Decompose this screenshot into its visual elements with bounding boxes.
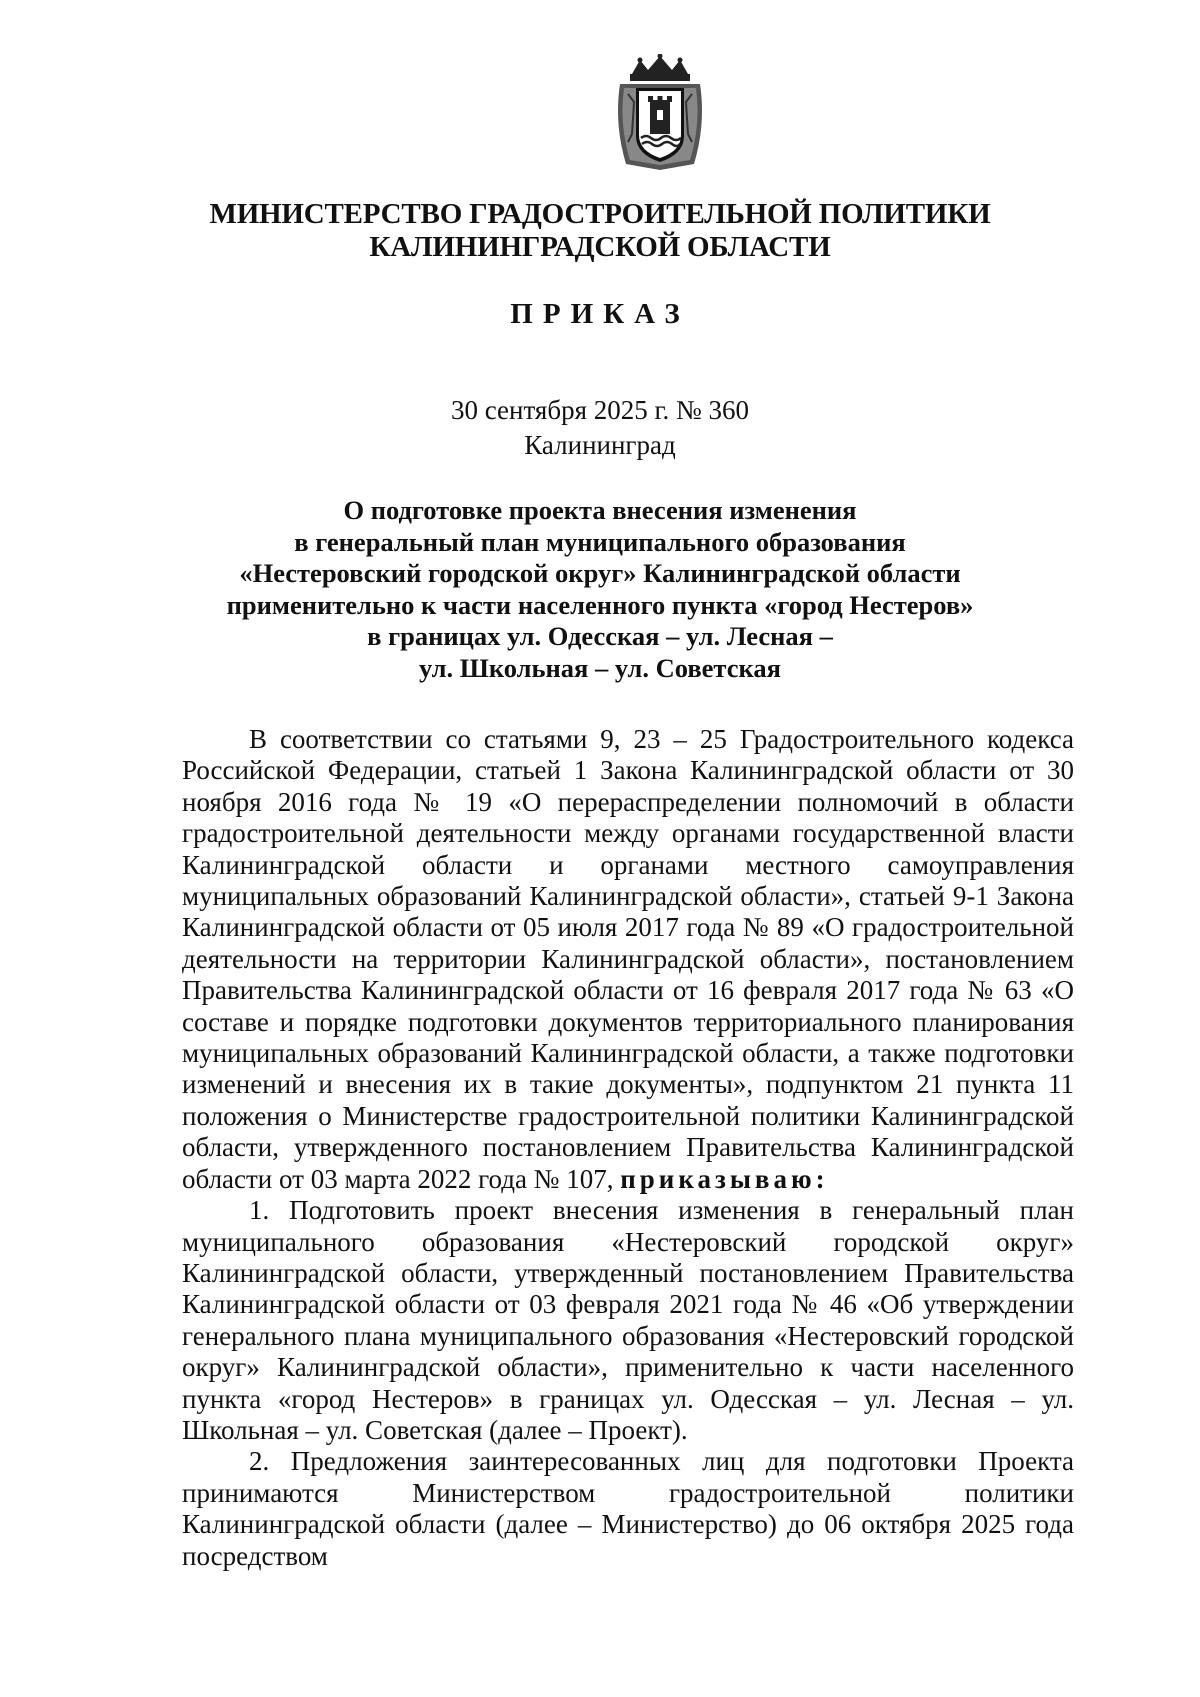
preamble-text: В соответствии со статьями 9, 23 – 25 Градостроительного кодекса Российской Федерации, статьей 1 Закона Калининградской области от 30 ноября 2016 года № 19 «О перераспределении полномочий в области градостроительной деятельности между органами государственной власти Калининградской области и органами местного самоуправления муниципальных образований Калининградской области», статьей 9-1 Закона Калининградской области от 05 июля 2017 года № 89 «О градостроительной деятельности на территории Калининградской области», постановлением Правительства Калининградской области от 16 февраля 2017 года № 63 «О составе и порядке подготовки документов территориального планирования муниципальных образований Калининградской области, а также подготовки изменений и внесения их в такие документы», подпунктом 21 пункта 11 положения о Министерстве градостроительной политики Калининградской области, утвержденного постановлением Правительства Калининградской области от 03 марта 2022 года № 107, [182, 724, 1074, 1194]
order-city: Калининград [524, 430, 676, 460]
subject-line: в границах ул. Одесская – ул. Лесная – [367, 621, 833, 651]
coat-of-arms-icon [610, 54, 710, 172]
ministry-title [0, 198, 1200, 264]
subject-line: применительно к части населенного пункта «город Нестеров» [226, 589, 974, 620]
subject-line: О подготовке проекта внесения изменения [343, 495, 857, 525]
subject-line: в генеральный план муниципального образования [294, 526, 906, 557]
ministry-title-line1: МИНИСТЕРСТВО ГРАДОСТРОИТЕЛЬНОЙ ПОЛИТИКИ [209, 198, 991, 230]
preamble-paragraph [182, 724, 1074, 1195]
order-body [182, 724, 1074, 1572]
ministry-title-line2: КАЛИНИНГРАДСКОЙ ОБЛАСТИ [369, 231, 831, 263]
subject-line: «Нестеровский городской округ» Калининградской области [239, 558, 961, 588]
subject-line: ул. Школьная – ул. Советская [419, 652, 781, 683]
order-date-number: 30 сентября 2025 г. № 360 [450, 395, 750, 425]
order-subject [140, 495, 1060, 684]
order-item-2: 2. Предложения заинтересованных лиц для подготовки Проекта принимаются Министерством градостроительной политики Калининградской области (далее – Министерство) до 06 октября 2025 года посредством [182, 1446, 1074, 1571]
decree-word: приказываю: [620, 1163, 829, 1194]
order-heading: ПРИКАЗ [510, 298, 690, 330]
order-item-1: 1. Подготовить проект внесения изменения в генеральный план муниципального образования «Нестеровский городской округ» Калининградской области, утвержденный постановлением Правительства Калининградской области от 03 февраля 2021 года № 46 «Об утверждении генерального плана муниципального образования «Нестеровский городской округ» Калининградской области», применительно к части населенного пункта «город Нестеров» в границах ул. Одесская – ул. Лесная – ул. Школьная – ул. Советская (далее – Проект). [182, 1195, 1074, 1445]
